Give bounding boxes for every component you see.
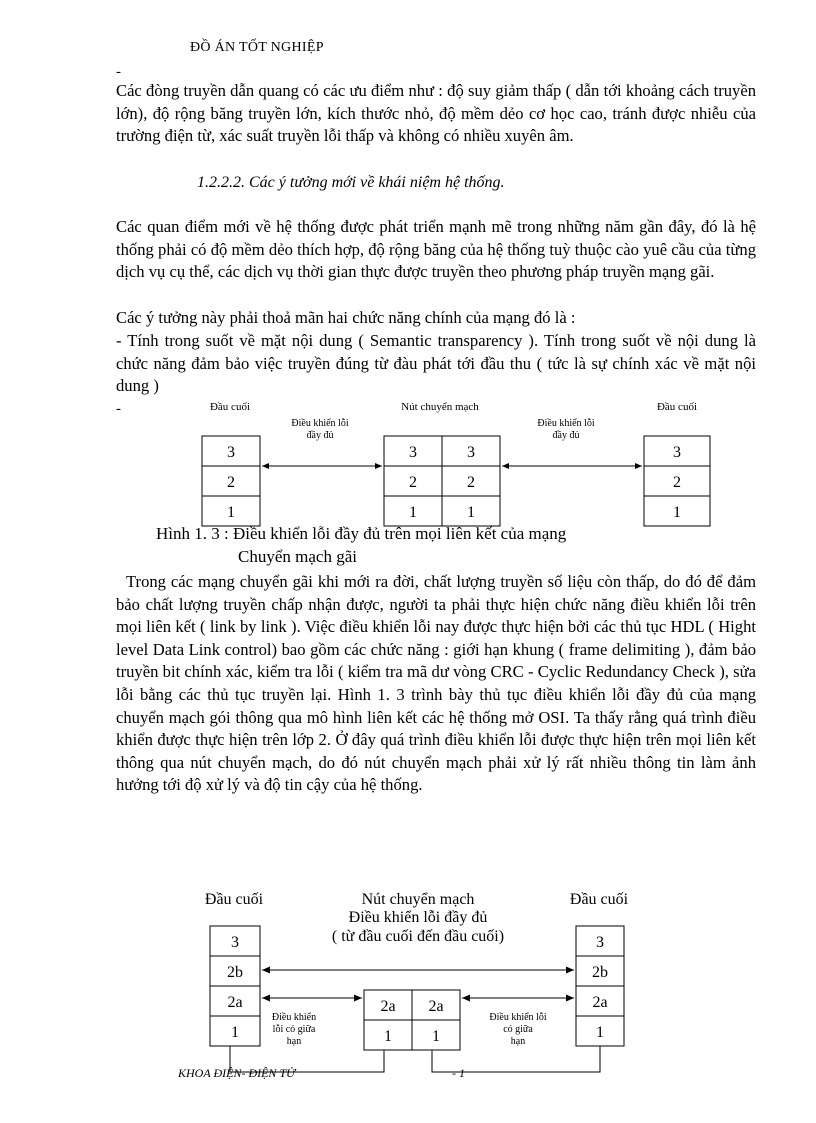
fig1-arrow-left-label-1: Điều khiển lỗi — [291, 418, 349, 429]
fig2-mid-right-label-2: có giữa — [503, 1024, 533, 1035]
fig1-switch-a-layer-1: 1 — [409, 504, 417, 521]
figure1-caption-line2: Chuyển mạch gãi — [238, 547, 357, 566]
fig2-mid-right-label-3: hạn — [510, 1036, 526, 1047]
fig2-top-arrow-label-2: ( từ đầu cuối đến đầu cuối) — [331, 928, 505, 945]
fig1-right-end-label: Đầu cuối — [656, 401, 698, 413]
fig2-switch-b-layer-2a: 2a — [428, 998, 444, 1015]
fig1-switch-b-layer-1: 1 — [467, 504, 475, 521]
fig2-right-end-label: Đầu cuối — [569, 891, 629, 908]
fig2-left-layer-1: 1 — [231, 1024, 239, 1041]
fig2-right-layer-1: 1 — [596, 1024, 604, 1041]
fig1-left-layer-2: 2 — [227, 474, 235, 491]
fig2-left-end-label: Đầu cuối — [204, 891, 264, 908]
dash-mark-2: - — [116, 401, 121, 417]
fig2-top-arrow-label-1: Điều khiển lỗi đầy đủ — [348, 909, 488, 926]
fig2-mid-left-label-2: lỗi có giữa — [272, 1024, 316, 1035]
section-heading: 1.2.2.2. Các ý tưởng mới về khái niệm hệ thống. — [197, 174, 505, 191]
fig1-arrow-right-label-2: đầy đủ — [552, 430, 580, 441]
footer-department: KHOA ĐIỆN- ĐIỆN TỬ — [178, 1066, 296, 1080]
fig1-left-end-label: Đầu cuối — [209, 401, 251, 413]
figure-full-error-control-diagram — [196, 394, 716, 530]
fig2-mid-left-label-3: hạn — [286, 1036, 302, 1047]
fig1-switch-b-layer-2: 2 — [467, 474, 475, 491]
fig2-switch-label: Nút chuyển mạch — [361, 891, 475, 908]
fig2-left-layer-3: 3 — [231, 934, 239, 951]
paragraph-new-concepts: Các quan điểm mới về hệ thống được phát triển mạnh mẽ trong những năm gần đây, đó là hệ thống phải có độ mềm dẻo thích hợp, độ rộng băng của hệ thống tuỳ thuộc cào yuê cầu của từng dịch vụ cụ thể, các dịch vụ thời gian thực được truyền theo phương pháp truyền mạng gãi. — [116, 217, 756, 282]
fig1-switch-a-layer-3: 3 — [409, 444, 417, 461]
fig2-switch-a-layer-1: 1 — [384, 1028, 392, 1045]
fig2-switch-a-layer-2a: 2a — [380, 998, 396, 1015]
fig2-right-layer-3: 3 — [596, 934, 604, 951]
fig1-switch-a-layer-2: 2 — [409, 474, 417, 491]
figure-end-to-end-error-control-diagram — [196, 886, 656, 1080]
fig1-right-layer-3: 3 — [673, 444, 681, 461]
fig2-left-layer-2a: 2a — [227, 994, 243, 1011]
figure1-caption-line1: Hình 1. 3 : Điều khiển lỗi đầy đủ trên mọi liên kết của mạng — [156, 524, 567, 543]
page-header: ĐỒ ÁN TỐT NGHIỆP — [190, 40, 324, 55]
fig2-left-layer-2b: 2b — [227, 964, 243, 981]
fig1-right-layer-2: 2 — [673, 474, 681, 491]
dash-mark: - — [116, 64, 121, 80]
fig1-switch-label: Nút chuyển mạch — [401, 401, 479, 413]
fig1-arrow-right-label-1: Điều khiển lỗi — [537, 418, 595, 429]
fig1-left-layer-1: 1 — [227, 504, 235, 521]
fig2-mid-right-label-1: Điều khiển lỗi — [489, 1012, 547, 1023]
fig2-right-layer-2a: 2a — [592, 994, 608, 1011]
fig2-right-layer-2b: 2b — [592, 964, 608, 981]
bullet-semantic-transparency: - Tính trong suốt về mặt nội dung ( Semantic transparency ). Tính trong suốt về nội dung là chức năng đảm bảo việc truyền đúng từ đàu phát tới đầu thu ( tức là sự chính xác về mặt nội dung ) — [116, 331, 756, 396]
fig1-switch-b-layer-3: 3 — [467, 444, 475, 461]
fig2-switch-stack — [364, 990, 460, 1050]
fig2-mid-left-label-1: Điều khiển — [271, 1012, 317, 1023]
conditions-line: Các ý tưởng này phải thoả mãn hai chức năng chính của mạng đó là : — [116, 308, 576, 327]
paragraph-packet-switching: Trong các mạng chuyển gãi khi mới ra đời, chất lượng truyền số liệu còn thấp, do đó để đảm bảo chất lượng truyền chấp nhận được, người ta phải thực hiện chức năng điều khiển lỗi trên mọi liên kết ( link by link ). Việc điều khiển lỗi nay được thực hiện bởi các thủ tục HDL ( Hight level Data Link control) bao gồm các chức năng : giới hạn khung ( frame delimiting ), đảm bảo truyền bit chính xác, kiểm tra lỗi ( kiểm tra mã dư vòng CRC - Cyclic Redundancy Check ), sửa lỗi bằng các thủ tục truyền lại. Hình 1. 3 trình bày thủ tục điều khiển lỗi đầy đủ của mạng chuyển mạch gói thông qua mô hình liên kết các hệ thống mở OSI. Ta thấy rằng quá trình điều khiển được thực hiện trên lớp 2. Ở đây quá trình điều khiển lỗi được thực hiện trên mọi liên kết thông qua nút chuyển mạch, do đó nút chuyển mạch phải xử lý rất nhiều thông tin làm ảnh hưởng tới độ xử lý và độ tin cậy của hệ thống. — [116, 572, 756, 795]
fig1-right-layer-1: 1 — [673, 504, 681, 521]
intro-paragraph: Các đòng truyền dẫn quang có các ưu điểm như : độ suy giảm thấp ( dẫn tới khoảng cách truyền lớn), độ rộng băng truyền lớn, kích thước nhỏ, độ mềm dẻo cơ học cao, tránh được nhiễu của trường điện từ, xác suất truyền lỗi thấp và không có nhiều xuyên âm. — [116, 81, 756, 146]
fig2-switch-b-layer-1: 1 — [432, 1028, 440, 1045]
fig1-arrow-left-label-2: đầy đủ — [306, 430, 334, 441]
fig1-left-layer-3: 3 — [227, 444, 235, 461]
footer-page-number: - 1 — [452, 1066, 465, 1080]
fig1-switch-stack — [384, 436, 500, 526]
